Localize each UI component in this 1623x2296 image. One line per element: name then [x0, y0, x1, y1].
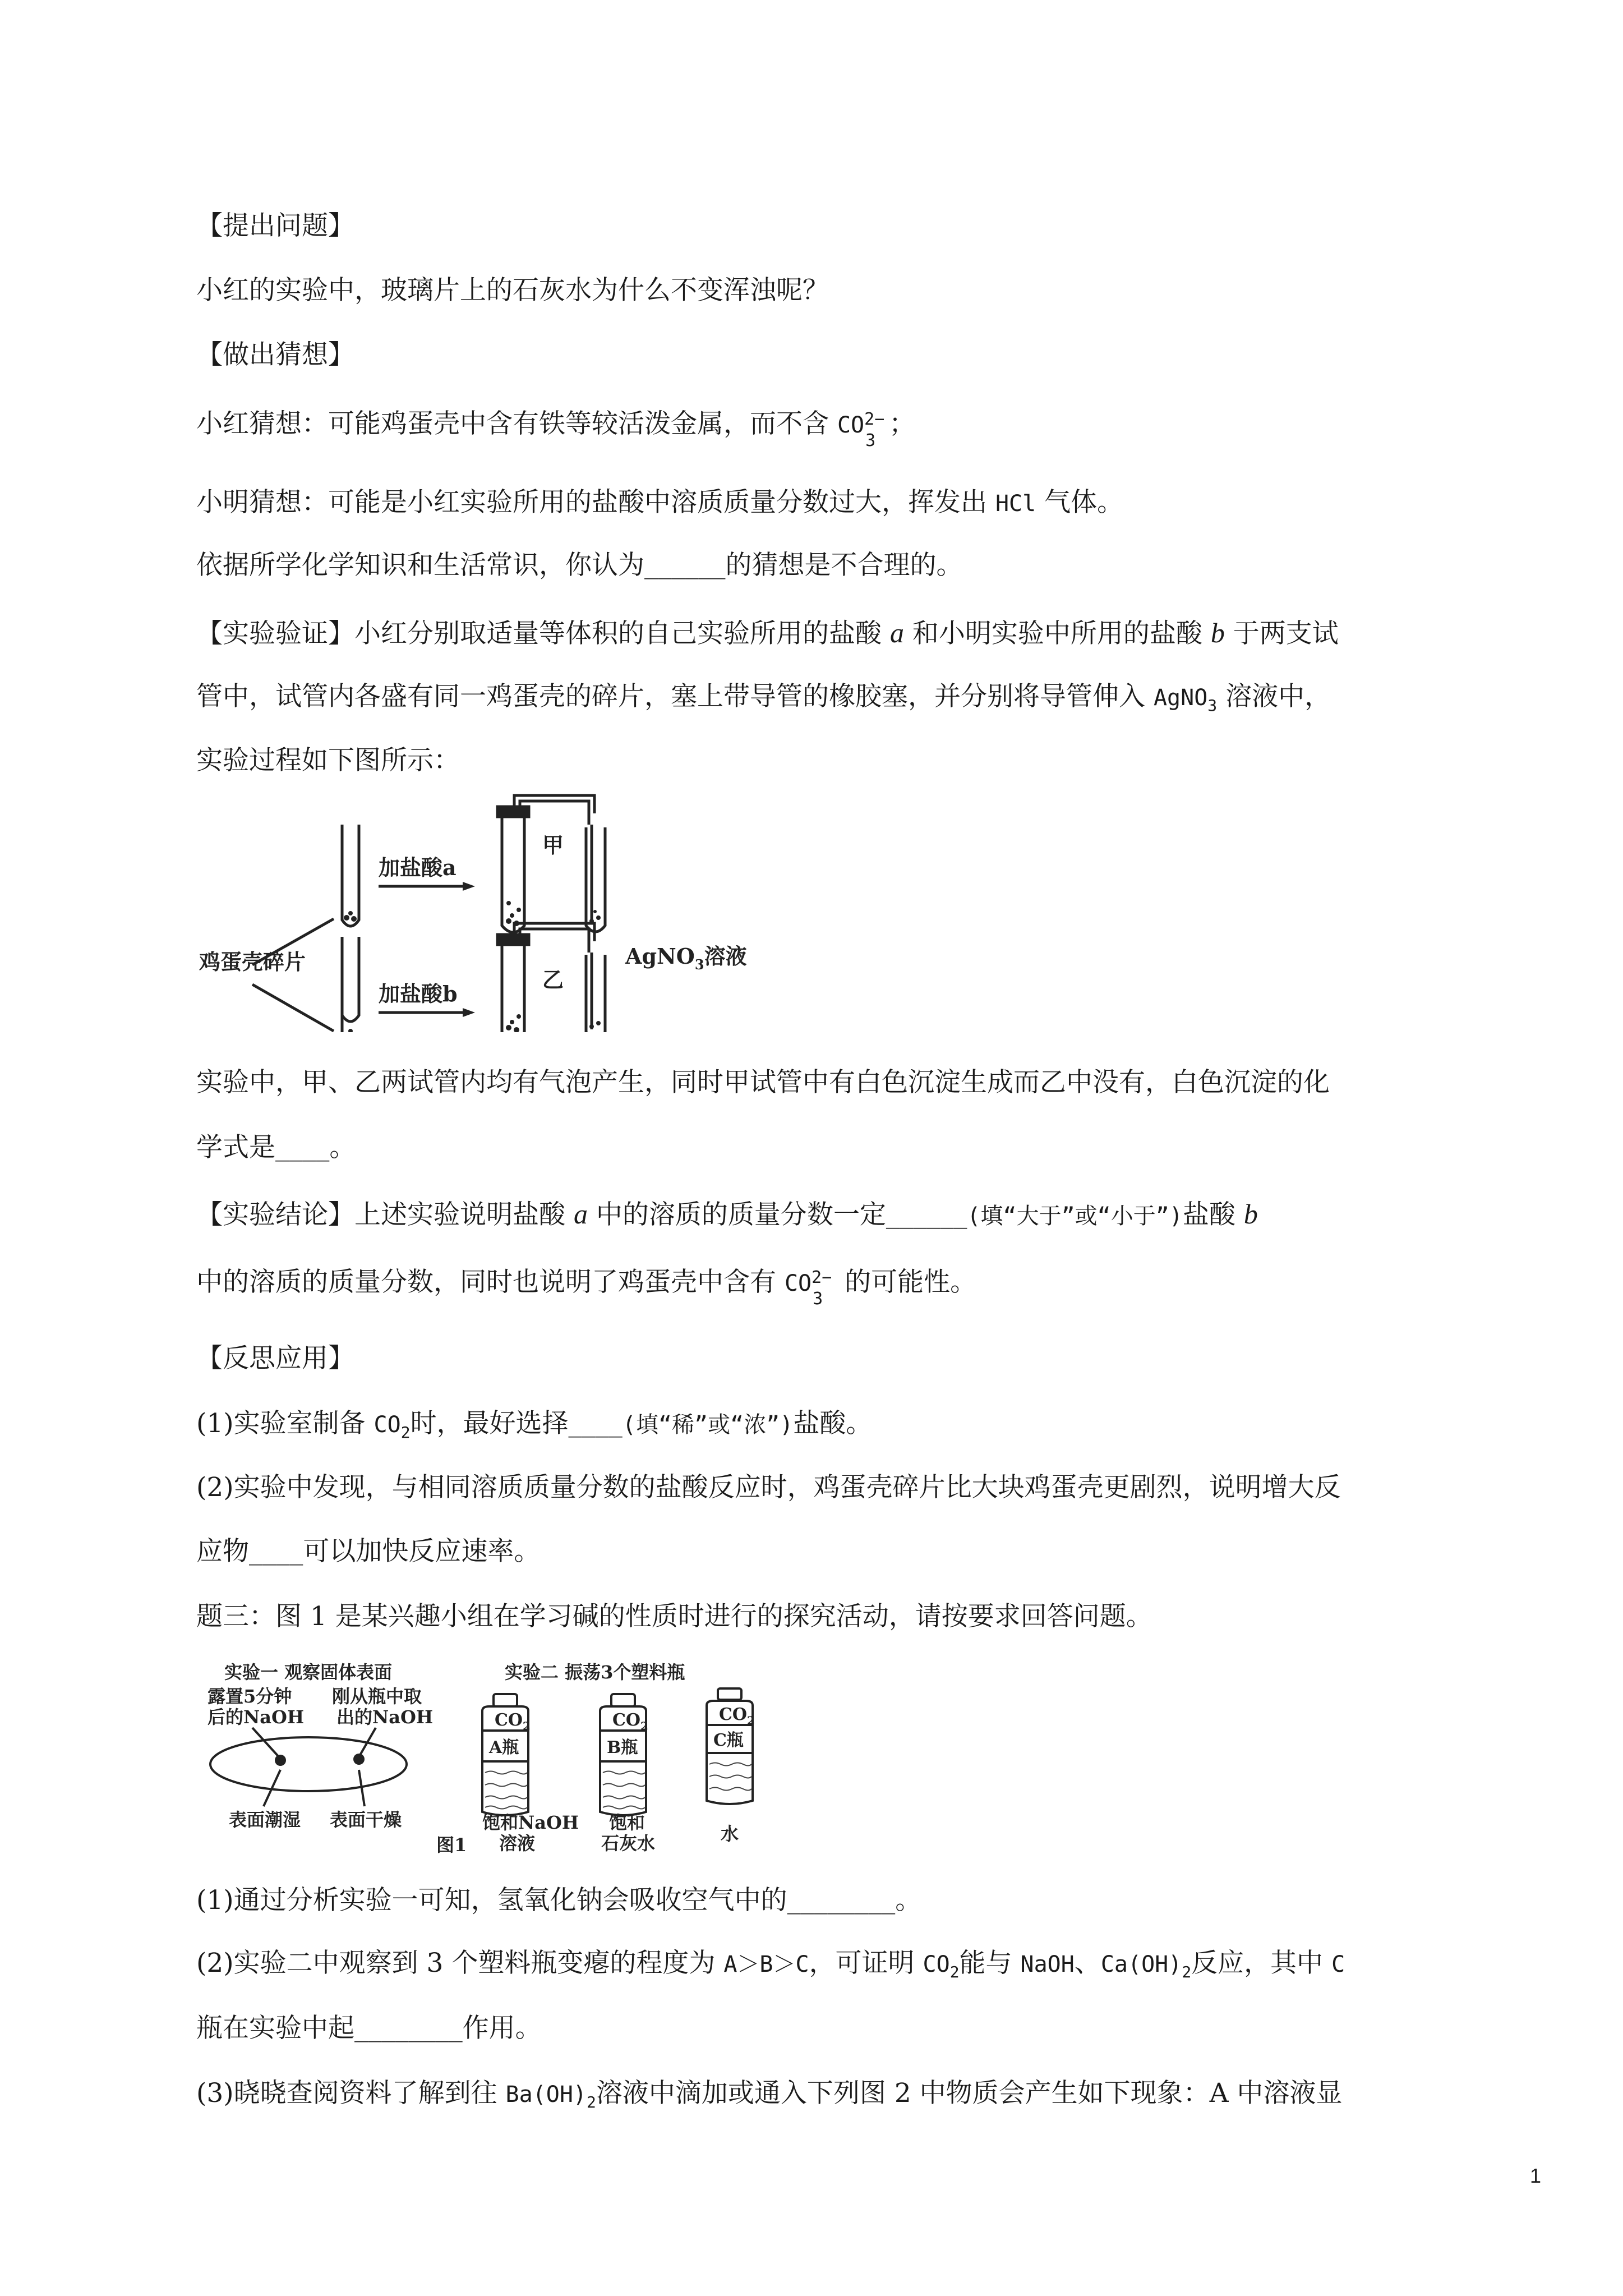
experiment-figure-naoh — [202, 1660, 774, 1862]
label-bottle-a-2: 溶液 — [499, 1833, 536, 1854]
hypothesis-xiaoming: 小明猜想：可能是小红实验所用的盐酸中溶质质量分数过大，挥发出 HCl 气体。 — [196, 487, 1124, 518]
conclusion-line-1: 【实验结论】上述实验说明盐酸 a 中的溶质的质量分数一定______(填“大于”或“小于”)盐酸 b — [196, 1197, 1258, 1233]
heading-reflection: 【反思应用】 — [196, 1343, 354, 1374]
label-fresh-naoh-2: 出的NaOH — [336, 1706, 434, 1728]
answer-blank: ____ — [568, 1412, 623, 1438]
label-bottle-b-2: 石灰水 — [601, 1833, 656, 1854]
bottle-b-co2-label: $CO_2$ — [612, 1710, 648, 1733]
answer-blank: ________ — [787, 1889, 896, 1915]
label-exposed-naoh-2: 后的NaOH — [208, 1706, 305, 1728]
label-add-acid-a: 加盐酸a — [379, 855, 457, 880]
label-experiment-two: 实验二 振荡3个塑料瓶 — [505, 1662, 685, 1683]
page-number: 1 — [1530, 2164, 1542, 2187]
label-agno3-solution: AgNO$_3$溶液 — [625, 944, 747, 973]
label-surface-wet: 表面潮湿 — [229, 1809, 301, 1830]
question-three-item-2a: (2)实验二中观察到 3 个塑料瓶变瘪的程度为 A＞B＞C，可证明 $CO_2$能与 NaOH、$Ca(OH)_2$反应，其中 C — [196, 1948, 1345, 1981]
answer-blank: ______ — [886, 1203, 967, 1229]
bottle-a-label: A瓶 — [489, 1738, 519, 1757]
reflection-item-2a: (2)实验中发现，与相同溶质质量分数的盐酸反应时，鸡蛋壳碎片比大块鸡蛋壳更剧烈，说明增大反 — [196, 1472, 1341, 1503]
reflection-item-1: (1)实验室制备 $CO_2$时，最好选择____(填“稀”或“浓”)盐酸。 — [196, 1408, 873, 1442]
heading-ask-question: 【提出问题】 — [196, 210, 354, 241]
label-bottle-b-1: 饱和 — [609, 1812, 645, 1833]
label-yi: 乙 — [542, 967, 564, 992]
label-exposed-naoh-1: 露置5分钟 — [208, 1686, 292, 1707]
answer-blank: ____ — [275, 1136, 330, 1162]
result-line-2: 学式是____。 — [196, 1131, 356, 1166]
reflection-item-2b: 应物____可以加快反应速率。 — [196, 1535, 540, 1570]
label-experiment-one: 实验一 观察固体表面 — [224, 1662, 393, 1683]
carbonate-ion-script: 2− 3 — [864, 409, 885, 450]
label-add-acid-b: 加盐酸b — [379, 981, 458, 1006]
figure-caption: 图1 — [436, 1834, 467, 1856]
question-three-item-3: (3)晓晓查阅资料了解到往 $Ba(OH)_2$溶液中滴加或通入下列图 2 中物质会产生如下现象：A 中溶液显 — [196, 2078, 1343, 2111]
question-three-intro: 题三：图 1 是某兴趣小组在学习碱的性质时进行的探究活动，请按要求回答问题。 — [196, 1601, 1152, 1632]
verification-line-3: 实验过程如下图所示： — [196, 745, 460, 776]
verification-line-2: 管中，试管内各盛有同一鸡蛋壳的碎片，塞上带导管的橡胶塞，并分别将导管伸入 AgNO$_3$ 溶液中， — [196, 681, 1331, 715]
hypothesis-xiaohong: 小红猜想：可能鸡蛋壳中含有铁等较活泼金属，而不含 CO 2− 3 ； — [196, 408, 916, 450]
label-jia: 甲 — [542, 832, 564, 858]
carbonate-ion-script: 2− 3 — [811, 1268, 832, 1309]
label-surface-dry: 表面干燥 — [330, 1809, 402, 1830]
conclusion-line-2: 中的溶质的质量分数，同时也说明了鸡蛋壳中含有 CO 2− 3 的可能性。 — [196, 1267, 977, 1309]
verification-line-1: 【实验验证】小红分别取适量等体积的自己实验所用的盐酸 a 和小明实验中所用的盐酸 b 于两支试 — [196, 617, 1339, 649]
label-fresh-naoh-1: 刚从瓶中取 — [332, 1686, 422, 1707]
label-eggshell-fragments: 鸡蛋壳碎片 — [199, 949, 306, 974]
answer-blank: ________ — [354, 2017, 463, 2042]
bottle-c-label: C瓶 — [713, 1731, 744, 1750]
label-bottle-c: 水 — [721, 1823, 739, 1844]
heading-hypothesis: 【做出猜想】 — [196, 339, 354, 370]
answer-blank: ____ — [249, 1540, 303, 1566]
bottle-a-co2-label: $CO_2$ — [495, 1710, 531, 1733]
label-bottle-a-1: 饱和NaOH — [482, 1812, 579, 1833]
result-line-1: 实验中，甲、乙两试管内均有气泡产生，同时甲试管中有白色沉淀生成而乙中没有，白色沉淀的化 — [196, 1067, 1330, 1098]
bottle-b-label: B瓶 — [607, 1738, 638, 1757]
judgement-line: 依据所学化学知识和生活常识，你认为______的猜想是不合理的。 — [196, 549, 963, 583]
bottle-c-co2-label: $CO_2$ — [719, 1705, 755, 1727]
question-text: 小红的实验中，玻璃片上的石灰水为什么不变浑浊呢？ — [196, 275, 829, 306]
answer-blank: ______ — [644, 554, 726, 579]
question-three-item-1: (1)通过分析实验一可知，氢氧化钠会吸收空气中的________。 — [196, 1884, 921, 1918]
question-three-item-2b: 瓶在实验中起________作用。 — [196, 2012, 542, 2046]
experiment-figure-test-tubes — [199, 791, 766, 1032]
